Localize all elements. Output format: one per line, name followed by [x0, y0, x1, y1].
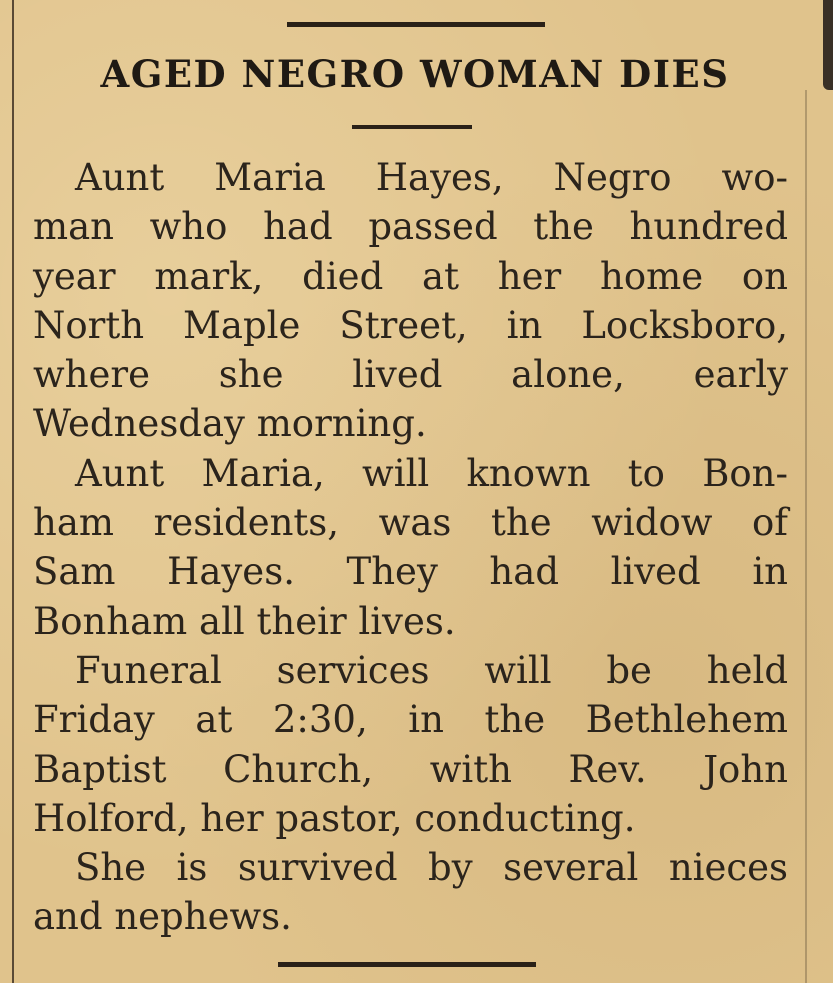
page-edge-shadow [823, 0, 833, 90]
text-line: North Maple Street, in Locksboro, [33, 303, 788, 347]
text-line: Aunt Maria Hayes, Negro wo- [75, 156, 788, 199]
text-line: Aunt Maria, will known to Bon- [75, 451, 788, 495]
headline: AGED NEGRO WOMAN DIES [100, 52, 730, 96]
text-line: ham residents, was the widow of [33, 501, 788, 545]
headline-divider-rule [352, 125, 472, 129]
text-line: Wednesday morning. [33, 402, 427, 446]
text-line: Friday at 2:30, in the Bethlehem [33, 698, 788, 742]
paragraph-1 [33, 153, 788, 449]
top-divider-rule [287, 22, 545, 27]
bottom-divider-rule [278, 962, 536, 967]
article-body [33, 153, 788, 942]
text-line: and nephews. [33, 895, 292, 939]
text-line: Baptist Church, with Rev. John [33, 747, 788, 791]
text-line: where she lived alone, early [33, 353, 788, 397]
text-line: Holford, her pastor, conducting. [33, 796, 636, 840]
paragraph-3 [33, 646, 788, 843]
column-rule-left [12, 0, 14, 983]
paragraph-2 [33, 449, 788, 646]
text-line: She is survived by several nieces [75, 846, 788, 890]
paragraph-4 [33, 843, 788, 942]
column-rule-right [805, 90, 807, 983]
text-line: Funeral services will be held [75, 648, 788, 692]
text-line: Bonham all their lives. [33, 599, 456, 643]
text-line: man who had passed the hundred [33, 205, 788, 249]
text-line: Sam Hayes. They had lived in [33, 550, 788, 594]
text-line: year mark, died at her home on [33, 254, 788, 298]
